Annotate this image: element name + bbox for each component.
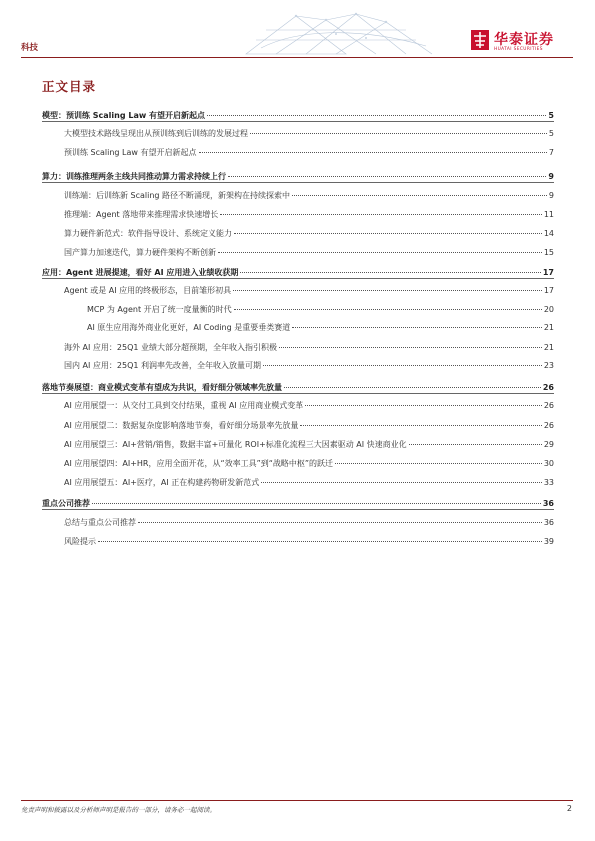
toc-entry-page: 9 — [548, 172, 554, 181]
header-divider — [21, 57, 573, 58]
header-banner-graphic — [236, 10, 436, 56]
toc-entry-label: 应用：Agent 进展提速，看好 AI 应用进入业绩收获期 — [42, 268, 239, 277]
toc-entry-page: 15 — [543, 248, 554, 257]
toc-entry-page: 17 — [543, 286, 554, 295]
toc-entry-level-2[interactable] — [64, 439, 554, 450]
toc-leader-dots — [207, 115, 546, 116]
toc-entry-level-2[interactable] — [64, 285, 554, 296]
toc-leader-dots — [138, 522, 542, 523]
toc-entry-label: 重点公司推荐 — [42, 499, 90, 508]
toc-entry-label: 算力：训练推理两条主线共同推动算力需求持续上行 — [42, 172, 226, 181]
toc-entry-level-1[interactable] — [42, 171, 554, 182]
toc-entry-level-2[interactable] — [64, 228, 554, 239]
footer-divider — [21, 800, 573, 801]
toc-entry-page: 33 — [543, 478, 554, 487]
toc-entry-level-2[interactable] — [64, 209, 554, 220]
toc-entry-page: 23 — [543, 361, 554, 370]
toc-entry-level-3[interactable] — [87, 322, 554, 333]
logo-text-cn: 华泰证券 — [494, 32, 554, 48]
toc-entry-label: 模型：预训练 Scaling Law 有望开启新起点 — [42, 111, 206, 120]
toc-entry-label: 落地节奏展望：商业模式变革有望成为共识，看好细分领域率先放量 — [42, 383, 282, 392]
toc-entry-page: 17 — [542, 268, 554, 277]
toc-entry-page: 5 — [548, 129, 554, 138]
toc-leader-dots — [292, 327, 542, 328]
toc-entry-level-2[interactable] — [64, 247, 554, 258]
toc-entry-label: 国内 AI 应用：25Q1 利润率先改善，全年收入放量可期 — [64, 361, 262, 370]
toc-entry-level-2[interactable] — [64, 458, 554, 469]
toc-leader-dots — [292, 195, 547, 196]
toc-leader-dots — [199, 152, 547, 153]
toc-leader-dots — [240, 272, 540, 273]
toc-entry-page: 11 — [543, 210, 554, 219]
toc-leader-dots — [98, 541, 542, 542]
toc-entry-page: 26 — [543, 421, 554, 430]
toc-entry-label: AI 应用展望四：AI+HR，应用全面开花，从“效率工具”到“战略中枢”的跃迁 — [64, 459, 334, 468]
toc-entry-label: AI 应用展望五：AI+医疗，AI 正在构建药物研发新范式 — [64, 478, 260, 487]
toc-entry-label: 预训练 Scaling Law 有望开启新起点 — [64, 148, 197, 157]
toc-entry-label: 训练端：后训练新 Scaling 路径不断涌现，新架构在持续探索中 — [64, 191, 291, 200]
toc-entry-label: AI 应用展望二：数据复杂度影响落地节奏，看好细分场景率先放量 — [64, 421, 299, 430]
toc-entry-label: 总结与重点公司推荐 — [64, 518, 136, 527]
footer-disclaimer: 免责声明和披露以及分析师声明是报告的一部分，请务必一起阅读。 — [21, 806, 216, 814]
toc-entry-page: 39 — [543, 537, 554, 546]
toc-entry-level-1[interactable] — [42, 498, 554, 509]
toc-section-underline — [42, 509, 554, 510]
toc-leader-dots — [250, 133, 547, 134]
toc-entry-level-2[interactable] — [64, 536, 554, 547]
toc-entry-level-2[interactable] — [64, 477, 554, 488]
toc-entry-label: AI 原生应用海外商业化更好，AI Coding 是重要垂类赛道 — [87, 323, 291, 332]
toc-entry-page: 7 — [548, 148, 554, 157]
toc-leader-dots — [233, 290, 542, 291]
toc-leader-dots — [261, 482, 542, 483]
toc-leader-dots — [92, 503, 541, 504]
toc-entry-level-2[interactable] — [64, 517, 554, 528]
toc-leader-dots — [228, 176, 546, 177]
toc-entry-level-3[interactable] — [87, 304, 554, 315]
toc-leader-dots — [305, 405, 542, 406]
toc-section-underline — [42, 393, 554, 394]
toc-leader-dots — [300, 425, 541, 426]
toc-entry-page: 26 — [542, 383, 554, 392]
toc-entry-page: 36 — [543, 518, 554, 527]
sector-label: 科技 — [21, 43, 39, 53]
toc-entry-label: AI 应用展望三：AI+营销/销售，数据丰富+可量化 ROI+标准化流程三大因素驱动 AI 快速商业化 — [64, 440, 407, 449]
toc-leader-dots — [279, 347, 542, 348]
toc-entry-level-1[interactable] — [42, 267, 554, 278]
page-number: 2 — [566, 804, 572, 813]
toc-entry-label: Agent 或是 AI 应用的终极形态，目前雏形初具 — [64, 286, 232, 295]
toc-entry-page: 26 — [543, 401, 554, 410]
toc-leader-dots — [218, 252, 542, 253]
toc-entry-page: 20 — [543, 305, 554, 314]
toc-leader-dots — [220, 214, 542, 215]
toc-entry-level-1[interactable] — [42, 110, 554, 121]
toc-entry-page: 36 — [542, 499, 554, 508]
toc-leader-dots — [409, 444, 542, 445]
toc-leader-dots — [263, 365, 542, 366]
toc-section-underline — [42, 182, 554, 183]
toc-entry-label: 大模型技术路线呈现出从预训练到后训练的发展过程 — [64, 129, 248, 138]
toc-leader-dots — [234, 233, 542, 234]
toc-entry-level-2[interactable] — [64, 128, 554, 139]
logo-text-en: HUATAI SECURITIES — [494, 47, 543, 52]
toc-entry-level-1[interactable] — [42, 382, 554, 393]
toc-entry-page: 5 — [548, 111, 554, 120]
toc-entry-page: 9 — [548, 191, 554, 200]
toc-entry-level-2[interactable] — [64, 360, 554, 371]
toc-entry-label: 风险提示 — [64, 537, 96, 546]
logo-mark-icon — [470, 29, 490, 51]
toc-entry-label: AI 应用展望一：从交付工具到交付结果，重视 AI 应用商业模式变革 — [64, 401, 304, 410]
toc-leader-dots — [234, 309, 542, 310]
toc-leader-dots — [284, 387, 541, 388]
toc-entry-level-2[interactable] — [64, 190, 554, 201]
toc-entry-level-2[interactable] — [64, 400, 554, 411]
toc-entry-level-2[interactable] — [64, 342, 554, 353]
toc-entry-page: 14 — [543, 229, 554, 238]
toc-entry-level-2[interactable] — [64, 147, 554, 158]
toc-entry-page: 29 — [543, 440, 554, 449]
toc-entry-page: 21 — [543, 343, 554, 352]
toc-section-underline — [42, 121, 554, 122]
page-header — [0, 0, 595, 62]
huatai-logo — [470, 28, 574, 54]
toc-entry-label: 推理端：Agent 落地带来推理需求快速增长 — [64, 210, 219, 219]
toc-entry-label: MCP 为 Agent 开启了统一度量衡的时代 — [87, 305, 232, 314]
toc-title: 正文目录 — [42, 79, 97, 94]
toc-entry-label: 海外 AI 应用：25Q1 业绩大部分超预期，全年收入指引积极 — [64, 343, 278, 352]
toc-section-underline — [42, 278, 554, 279]
toc-entry-page: 30 — [543, 459, 554, 468]
toc-leader-dots — [335, 463, 542, 464]
toc-entry-level-2[interactable] — [64, 420, 554, 431]
toc-entry-label: 国产算力加速迭代，算力硬件架构不断创新 — [64, 248, 216, 257]
toc-entry-label: 算力硬件新范式：软件指导设计、系统定义能力 — [64, 229, 232, 238]
toc-entry-page: 21 — [543, 323, 554, 332]
